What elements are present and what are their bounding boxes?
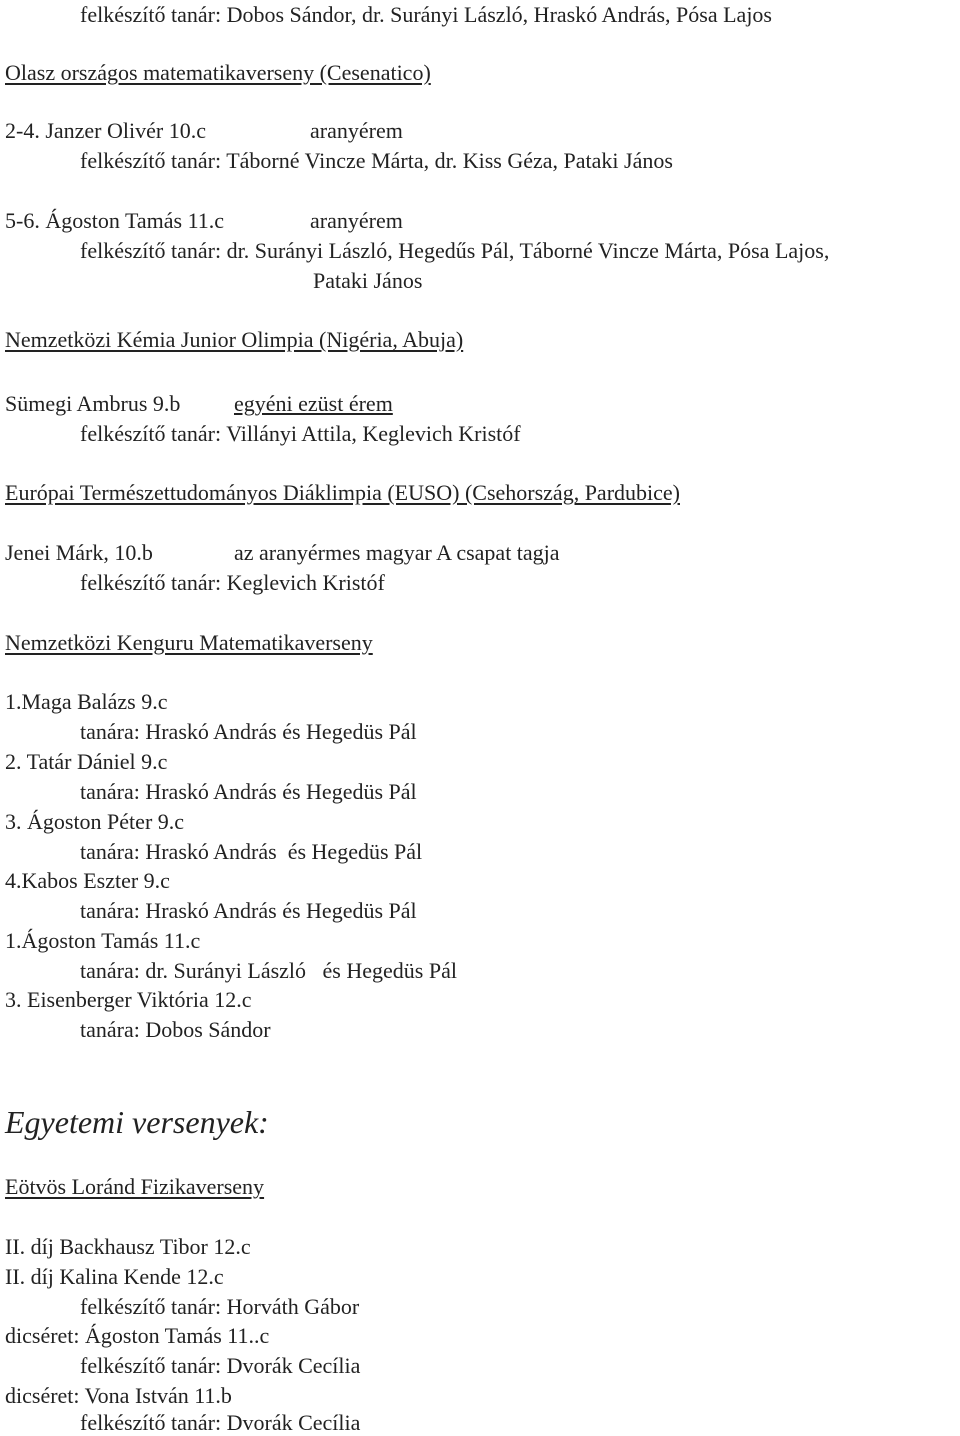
kenguru-line: 1.Maga Balázs 9.c bbox=[5, 689, 168, 714]
kenguru-line: tanára: Hraskó András és Hegedüs Pál bbox=[80, 779, 417, 804]
euso-award: az aranyérmes magyar A csapat tagja bbox=[234, 540, 560, 565]
kenguru-line: 3. Eisenberger Viktória 12.c bbox=[5, 987, 252, 1012]
kenguru-line: 1.Ágoston Tamás 11.c bbox=[5, 928, 201, 953]
euso-heading: Európai Természettudományos Diáklimpia (EUSO) (Csehország, Pardubice) bbox=[5, 480, 680, 505]
cesenatico-entry-1-teachers: felkészítő tanár: Táborné Vincze Márta, dr. Kiss Géza, Pataki János bbox=[80, 148, 673, 173]
chemistry-name: Sümegi Ambrus 9.b bbox=[5, 391, 181, 416]
eotvos-line: II. díj Kalina Kende 12.c bbox=[5, 1264, 224, 1289]
eotvos-line: felkészítő tanár: Horváth Gábor bbox=[80, 1294, 360, 1319]
euso-teachers: felkészítő tanár: Keglevich Kristóf bbox=[80, 570, 385, 595]
kenguru-line: 2. Tatár Dániel 9.c bbox=[5, 749, 168, 774]
kenguru-line: tanára: Hraskó András és Hegedüs Pál bbox=[80, 839, 423, 864]
cesenatico-entry-2-teachers-cont: Pataki János bbox=[313, 268, 423, 293]
eotvos-line: dicséret: Ágoston Tamás 11..c bbox=[5, 1323, 270, 1348]
kenguru-heading: Nemzetközi Kenguru Matematikaverseny bbox=[5, 630, 373, 655]
cesenatico-entry-2-teachers: felkészítő tanár: dr. Surányi László, Hegedűs Pál, Táborné Vincze Márta, Pósa Lajos, bbox=[80, 238, 830, 263]
kenguru-line: tanára: Hraskó András és Hegedüs Pál bbox=[80, 898, 417, 923]
cesenatico-entry-2-name: 5-6. Ágoston Tamás 11.c bbox=[5, 208, 225, 233]
top-teachers-line: felkészítő tanár: Dobos Sándor, dr. Surányi László, Hraskó András, Pósa Lajos bbox=[80, 2, 772, 27]
kenguru-line: tanára: Hraskó András és Hegedüs Pál bbox=[80, 719, 417, 744]
kenguru-line: tanára: dr. Surányi László és Hegedüs Pál bbox=[80, 958, 457, 983]
eotvos-line: dicséret: Vona István 11.b bbox=[5, 1383, 232, 1408]
cesenatico-entry-2-award: aranyérem bbox=[310, 208, 403, 233]
chemistry-award: egyéni ezüst érem bbox=[234, 391, 393, 416]
chemistry-teachers: felkészítő tanár: Villányi Attila, Keglevich Kristóf bbox=[80, 421, 521, 446]
university-heading: Egyetemi versenyek: bbox=[5, 1104, 269, 1140]
kenguru-line: 4.Kabos Eszter 9.c bbox=[5, 868, 170, 893]
chemistry-heading: Nemzetközi Kémia Junior Olimpia (Nigéria, Abuja) bbox=[5, 327, 464, 352]
cesenatico-entry-1-award: aranyérem bbox=[310, 118, 403, 143]
kenguru-line: tanára: Dobos Sándor bbox=[80, 1017, 271, 1042]
kenguru-line: 3. Ágoston Péter 9.c bbox=[5, 809, 185, 834]
eotvos-heading: Eötvös Loránd Fizikaverseny bbox=[5, 1174, 265, 1199]
eotvos-line: felkészítő tanár: Dvorák Cecília bbox=[80, 1353, 361, 1378]
eotvos-line: II. díj Backhausz Tibor 12.c bbox=[5, 1234, 251, 1259]
cesenatico-heading: Olasz országos matematikaverseny (Cesenatico) bbox=[5, 60, 431, 85]
eotvos-line: felkészítő tanár: Dvorák Cecília bbox=[80, 1410, 361, 1435]
euso-name: Jenei Márk, 10.b bbox=[5, 540, 153, 565]
cesenatico-entry-1-name: 2-4. Janzer Olivér 10.c bbox=[5, 118, 206, 143]
